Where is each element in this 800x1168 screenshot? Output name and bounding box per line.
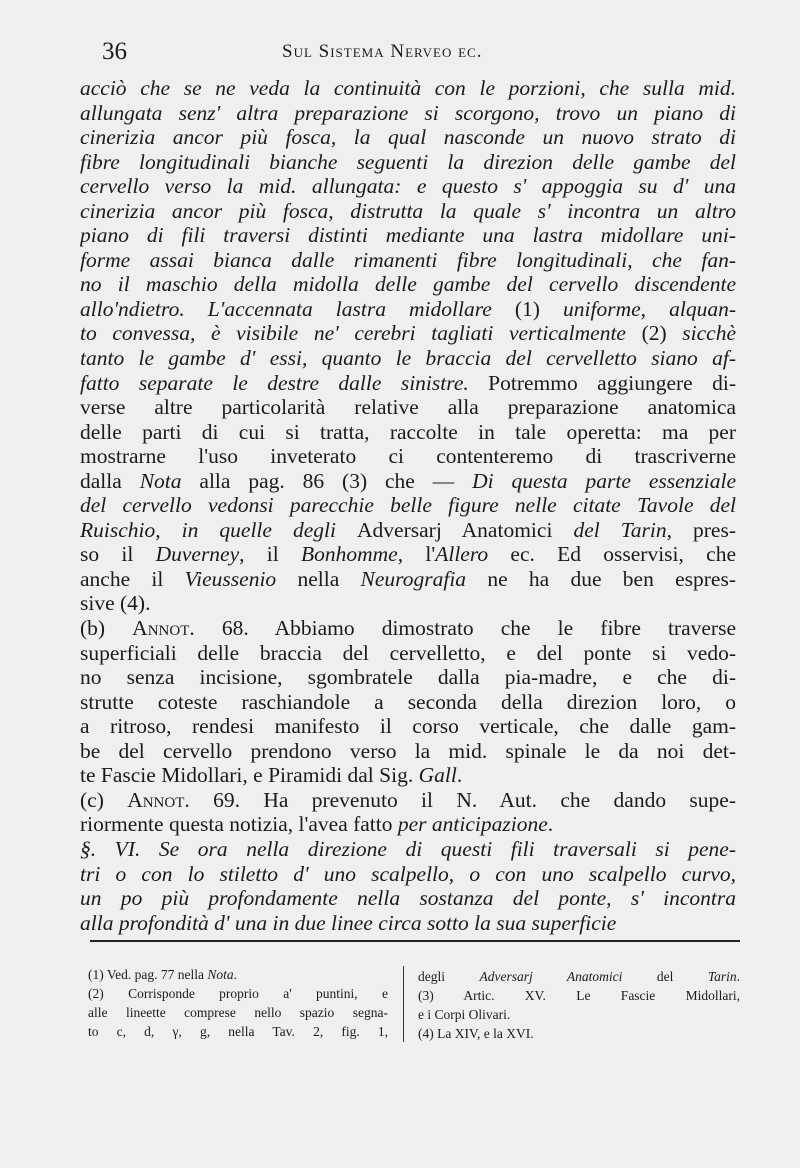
body-lines-line: [80, 518, 736, 543]
body-lines-line: [80, 395, 736, 420]
body-lines-line: [80, 812, 736, 837]
text-run: Di questa parte essenziale: [472, 468, 736, 493]
body-lines-line: [80, 837, 736, 862]
text-run: te Fascie Midollari, e Piramidi dal Sig.: [80, 763, 419, 788]
body-lines-line: [80, 321, 736, 346]
text-run: Bonhomme: [301, 542, 398, 567]
text-run: Nota: [207, 967, 234, 982]
text-run: forme assai bianca dalle rimanenti fibre longitudinali, che fan-: [80, 247, 736, 272]
footnotes-left-line: [88, 1022, 388, 1041]
text-run: Adversarj Anatomici: [479, 969, 623, 984]
text-run: piano di fili traversi distinti mediante una lastra midollare uni-: [80, 223, 736, 248]
text-run: (3) Artic. XV. Le Fascie Midollari,: [418, 988, 740, 1003]
body-lines-line: [80, 493, 736, 518]
body-lines-line: [80, 763, 736, 788]
text-run: . 69. Ha prevenuto il N. Aut. che dando supe-: [184, 787, 736, 812]
text-run: Annot: [132, 616, 190, 641]
text-run: cinerizia ancor più fosca, distrutta la quale s' incontra un altro: [80, 198, 736, 223]
text-run: alla pag. 86 (3) che —: [181, 468, 473, 493]
text-run: superficiali delle braccia del cervelletto, e del ponte si vedo-: [80, 640, 736, 665]
page-number: 36: [102, 38, 127, 65]
text-run: mostrarne l'uso inveterato ci contenteremo di trascriverne: [80, 444, 736, 469]
footnotes-left-line: [88, 984, 388, 1003]
footnotes-right-line: [418, 967, 740, 986]
text-run: (c): [80, 787, 128, 812]
text-run: riormente questa notizia, l'avea fatto: [80, 812, 398, 837]
text-run: Duverney: [155, 542, 240, 567]
text-run: acciò che se ne veda la continuità con le porzioni, che sulla mid.: [80, 76, 736, 100]
text-run: fibre longitudinali bianche seguenti la direzion delle gambe del: [80, 149, 736, 174]
text-run: fatto separate le destre dalle sinistre.: [80, 370, 489, 395]
text-run: .: [547, 812, 554, 837]
body-text: [80, 76, 736, 935]
running-title: Sul Sistema Nerveo ec.: [282, 41, 483, 62]
body-lines-line: [80, 371, 736, 396]
text-run: (2) Corrisponde proprio a' puntini, e: [88, 986, 388, 1001]
text-run: to c, d, γ, g, nella Tav. 2, fig. 1,: [88, 1024, 388, 1039]
text-run: cervello verso la mid. allungata: e questo s' appoggia su d' una: [80, 174, 736, 199]
body-lines-line: [80, 911, 736, 936]
text-run: allungata senz' altra preparazione si scorgono, trovo un piano di: [80, 100, 736, 125]
text-run: Potremmo aggiungere di-: [488, 370, 736, 395]
text-run: Vieussenio: [184, 566, 277, 591]
body-lines-line: [80, 174, 736, 199]
body-lines-line: [80, 788, 736, 813]
body-lines-line: [80, 469, 736, 494]
text-run: §. VI. Se ora nella direzione di questi fili traversali si pene-: [80, 836, 736, 861]
body-lines-line: [80, 101, 736, 126]
text-run: Ruischio, in quelle degli: [80, 517, 358, 542]
body-lines-line: [80, 641, 736, 666]
text-run: so il: [80, 542, 156, 567]
body-lines-line: [80, 150, 736, 175]
body-lines-line: [80, 272, 736, 297]
text-run: a ritroso, rendesi manifesto il corso verticale, che dalle gam-: [80, 714, 736, 739]
text-run: (1) Ved. pag. 77 nella: [88, 967, 208, 982]
text-run: .: [233, 967, 237, 982]
text-run: .: [736, 969, 740, 984]
body-lines-line: [80, 76, 736, 101]
text-run: to convessa, è visibile ne' cerebri tagliati verticalmente: [80, 321, 642, 346]
text-run: sive (4).: [80, 591, 151, 616]
footnotes-right-line: [418, 1024, 740, 1043]
body-lines-line: [80, 886, 736, 911]
text-run: , l': [397, 542, 436, 567]
body-lines-line: [80, 714, 736, 739]
text-run: be del cervello prendono verso la mid. spinale le da noi det-: [80, 738, 736, 763]
footnotes-right-line: [418, 1005, 740, 1024]
text-run: nella: [276, 566, 361, 591]
body-lines-line: [80, 690, 736, 715]
text-run: strutte coteste raschiandole a seconda della direzion loro, o: [80, 689, 736, 714]
text-run: per anticipazione: [397, 812, 548, 837]
text-run: del: [622, 969, 708, 984]
text-run: del Tarin: [573, 517, 667, 542]
body-lines-line: [80, 420, 736, 445]
footnotes-left-line: [88, 1003, 388, 1022]
text-run: no senza incisione, sgombratele dalla pia-madre, e che di-: [80, 665, 736, 690]
body-lines-line: [80, 616, 736, 641]
text-run: Gall: [418, 763, 457, 788]
text-run: , il: [239, 542, 301, 567]
body-lines-line: [80, 444, 736, 469]
text-run: (4) La XIV, e la XVI.: [418, 1026, 534, 1041]
text-run: allo'ndietro. L'accennata lastra midollare: [80, 296, 515, 321]
text-run: verse altre particolarità relative alla preparazione anatomica: [80, 395, 736, 420]
body-lines-line: [80, 346, 736, 371]
text-run: , pres-: [666, 517, 736, 542]
text-run: Annot: [127, 787, 185, 812]
page-header: [102, 38, 742, 72]
text-run: (2): [641, 321, 667, 346]
text-run: alle lineette comprese nello spazio segna-: [88, 1005, 388, 1020]
text-run: tanto le gambe d' essi, quanto le braccia del cervelletto siano af-: [80, 346, 736, 371]
text-run: Allero: [435, 542, 489, 567]
body-lines-line: [80, 591, 736, 616]
text-run: ec. Ed osservisi, che: [488, 542, 736, 567]
body-lines-line: [80, 223, 736, 248]
text-run: tri o con lo stiletto d' uno scalpello, o con uno scalpello curvo,: [80, 861, 736, 886]
text-run: alla profondità d' una in due linee circa sotto la sua superficie: [80, 910, 617, 935]
text-run: (b): [80, 616, 133, 641]
text-run: (1): [514, 296, 540, 321]
text-run: no il maschio della midolla delle gambe del cervello discendente: [80, 272, 736, 297]
text-run: sicchè: [666, 321, 736, 346]
text-run: Adversarj Anatomici: [357, 517, 574, 542]
footnotes-left-line: [88, 965, 388, 984]
body-lines-line: [80, 862, 736, 887]
text-run: delle parti di cui si tratta, raccolte in tale operetta: ma per: [80, 419, 736, 444]
body-lines-line: [80, 297, 736, 322]
body-lines-line: [80, 542, 736, 567]
text-run: del cervello vedonsi parecchie belle figure nelle citate Tavole del: [80, 493, 736, 518]
footnotes-left-column: [88, 965, 388, 1041]
text-run: dalla: [80, 468, 140, 493]
footnotes-right-line: [418, 986, 740, 1005]
text-run: anche il: [80, 566, 185, 591]
body-lines-line: [80, 665, 736, 690]
text-run: Tarin: [707, 969, 737, 984]
text-run: . 68. Abbiamo dimostrato che le fibre traverse: [189, 616, 736, 641]
body-lines-line: [80, 125, 736, 150]
footnotes-right-column: [418, 967, 740, 1043]
text-run: e i Corpi Olivari.: [418, 1007, 511, 1022]
footnote-rule: [90, 940, 740, 942]
text-run: degli: [418, 969, 480, 984]
body-lines-line: [80, 739, 736, 764]
body-lines-line: [80, 567, 736, 592]
text-run: un po più profondamente nella sostanza del ponte, s' incontra: [80, 886, 736, 911]
text-run: cinerizia ancor più fosca, la qual nasconde un nuovo strato di: [80, 125, 736, 150]
text-run: Nota: [139, 468, 182, 493]
text-run: ne ha due ben espres-: [466, 566, 736, 591]
body-lines-line: [80, 248, 736, 273]
text-run: Neurografia: [360, 566, 467, 591]
footnote-column-divider: [403, 966, 404, 1042]
body-lines-line: [80, 199, 736, 224]
text-run: .: [456, 763, 463, 788]
text-run: uniforme, alquan-: [539, 296, 736, 321]
